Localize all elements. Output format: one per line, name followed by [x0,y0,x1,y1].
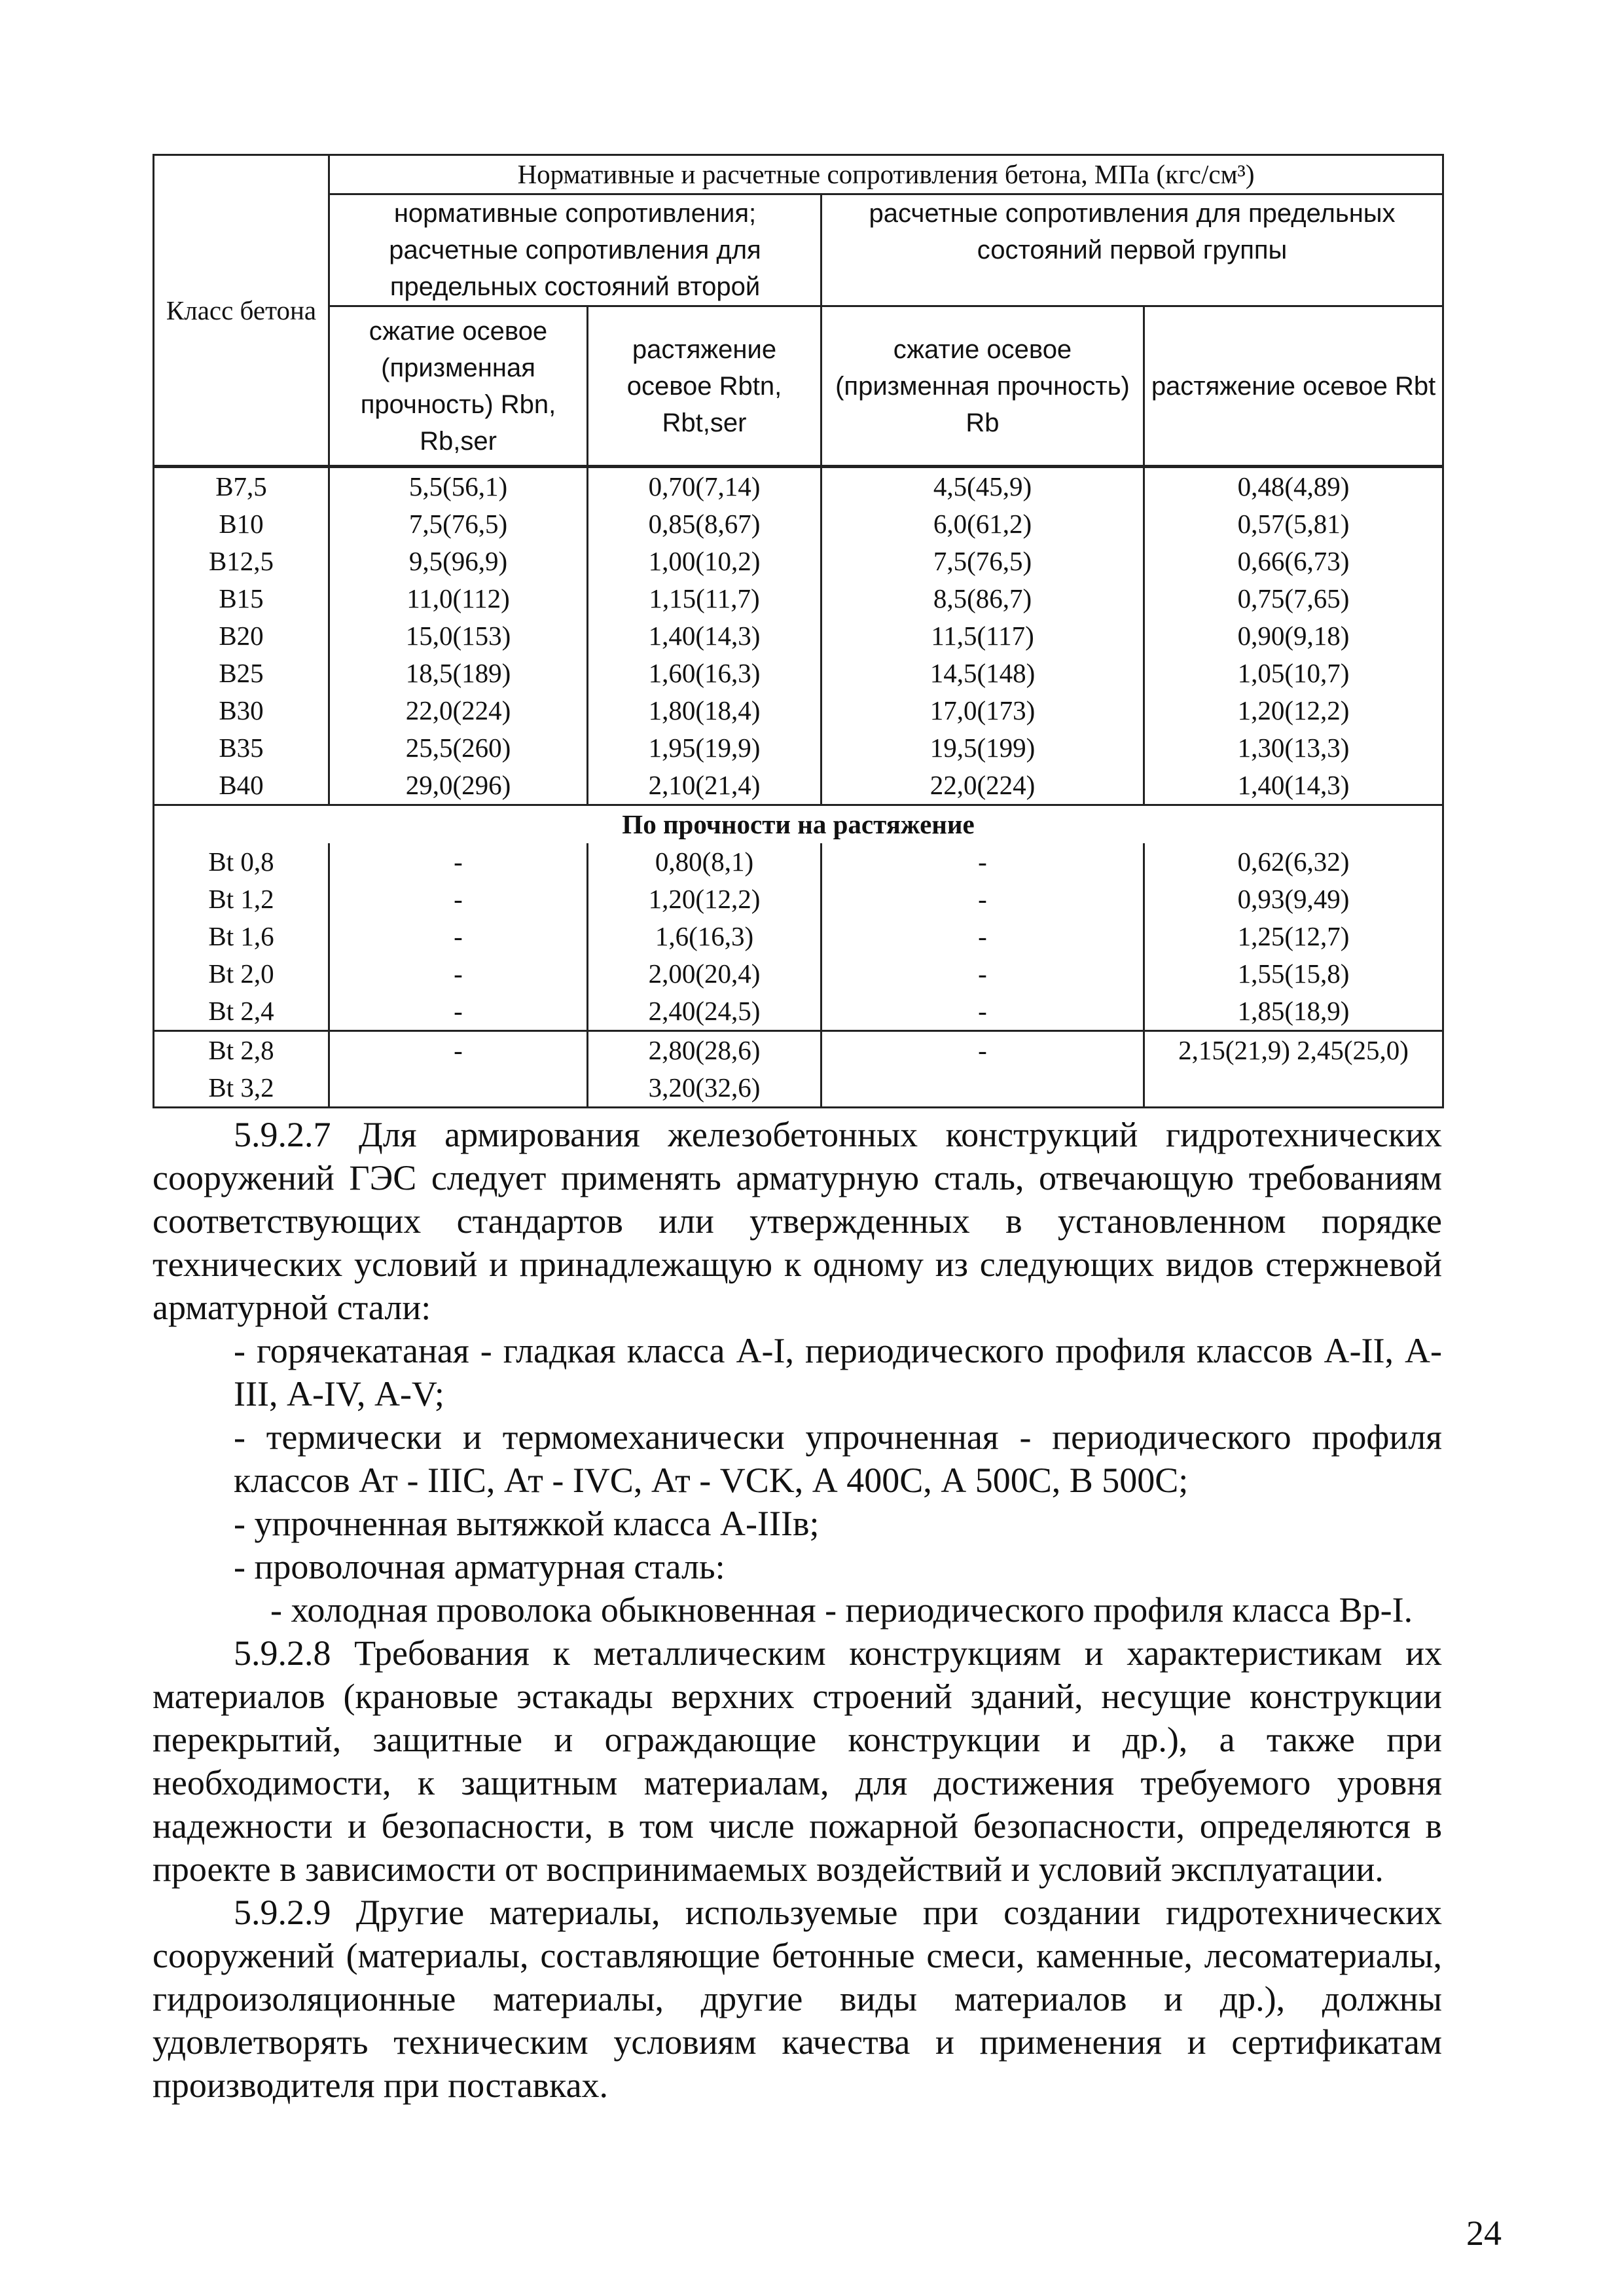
body-text [153,1113,1442,2107]
table-row: B25 18,5(189) 1,60(16,3) 14,5(148) 1,05(10,7) [154,655,1443,692]
tension-subtitle: По прочности на растяжение [154,805,1443,844]
header-design: расчетные сопротивления для предельных состояний первой группы [821,194,1443,306]
list-item: - холодная проволока обыкновенная - периодического профиля класса Вр-I. [270,1590,1413,1630]
table-row: Bt 1,6 - 1,6(16,3) - 1,25(12,7) [154,918,1443,955]
header-normative: нормативные сопротивления; расчетные сопротивления для предельных состояний второй [329,194,821,306]
header-tens-design: растяжение осевое Rbt [1144,306,1443,467]
list-item: - термически и термомеханически упрочненная - периодического профиля классов Ат - IIIС, Ат - IVС, Ат - VСK, А 400С, А 500С, В 500С; [234,1417,1442,1500]
header-class: Класс бетона [154,155,329,467]
table-row: Bt 2,0 - 2,00(20,4) - 1,55(15,8) [154,955,1443,993]
table-row: B20 15,0(153) 1,40(14,3) 11,5(117) 0,90(9,18) [154,617,1443,655]
table-header-row-1 [154,155,1443,194]
table-row: Bt 1,2 - 1,20(12,2) - 0,93(9,49) [154,881,1443,918]
table-header-row-3 [154,306,1443,467]
table-row: B40 29,0(296) 2,10(21,4) 22,0(224) 1,40(14,3) [154,767,1443,805]
table-row: Bt 2,8 - 2,80(28,6) - 2,15(21,9) 2,45(25,0) [154,1031,1443,1070]
paragraph-5-9-2-8: 5.9.2.8 Требования к металлическим конструкциям и характеристикам их материалов (крановые эстакады верхних строений зданий, несущие конструкции перекрытий, защитные и ограждающие конструкции и др.), а также при необходимости, к защитным материалам, для достижения требуемого уровня надежности и безопасности, в том числе пожарной безопасности, определяются в проекте в зависимости от воспринимаемых воздействий и условий эксплуатации. [153,1633,1442,1889]
table-row: Bt 2,4 - 2,40(24,5) - 1,85(18,9) [154,993,1443,1031]
table-row: B30 22,0(224) 1,80(18,4) 17,0(173) 1,20(12,2) [154,692,1443,729]
header-comp-design: сжатие осевое (призменная прочность) Rb [821,306,1144,467]
list-item: - упрочненная вытяжкой класса А-IIIв; [234,1504,820,1543]
table-row: Bt 0,8 - 0,80(8,1) - 0,62(6,32) [154,843,1443,881]
list-item: - горячекатаная - гладкая класса А-I, периодического профиля классов А-II, А-III, А-IV, А-V; [234,1331,1442,1413]
list-item: - проволочная арматурная сталь: [234,1547,725,1586]
header-comp-norm: сжатие осевое (призменная прочность) Rbn, Rb,ser [329,306,588,467]
header-group-title: Нормативные и расчетные сопротивления бетона, МПа (кгс/см³) [329,155,1443,194]
table-subtitle-row [154,805,1443,844]
table-row: B35 25,5(260) 1,95(19,9) 19,5(199) 1,30(13,3) [154,729,1443,767]
page-number: 24 [1466,2214,1502,2253]
table-row: Bt 3,2 3,20(32,6) [154,1069,1443,1108]
table-row: B7,5 5,5(56,1) 0,70(7,14) 4,5(45,9) 0,48(4,89) [154,467,1443,506]
header-tens-norm: растяжение осевое Rbtn, Rbt,ser [588,306,821,467]
table-header-row-2 [154,194,1443,306]
table-row: B10 7,5(76,5) 0,85(8,67) 6,0(61,2) 0,57(5,81) [154,505,1443,543]
paragraph-5-9-2-9: 5.9.2.9 Другие материалы, используемые при создании гидротехнических сооружений (материалы, составляющие бетонные смеси, каменные, лесоматериалы, гидроизоляционные материалы, другие виды материалов и др.), должны удовлетворять техническим условиям качества и применения и сертификатам производителя при поставках. [153,1893,1442,2105]
table-row: B15 11,0(112) 1,15(11,7) 8,5(86,7) 0,75(7,65) [154,580,1443,617]
table-row: B12,5 9,5(96,9) 1,00(10,2) 7,5(76,5) 0,66(6,73) [154,543,1443,580]
paragraph-5-9-2-7: 5.9.2.7 Для армирования железобетонных конструкций гидротехнических сооружений ГЭС следует применять арматурную сталь, отвечающую требованиям соответствующих стандартов или утвержденных в установленном порядке технических условий и принадлежащую к одному из следующих видов стержневой арматурной стали: [153,1115,1442,1327]
concrete-resistance-table [153,154,1444,1108]
